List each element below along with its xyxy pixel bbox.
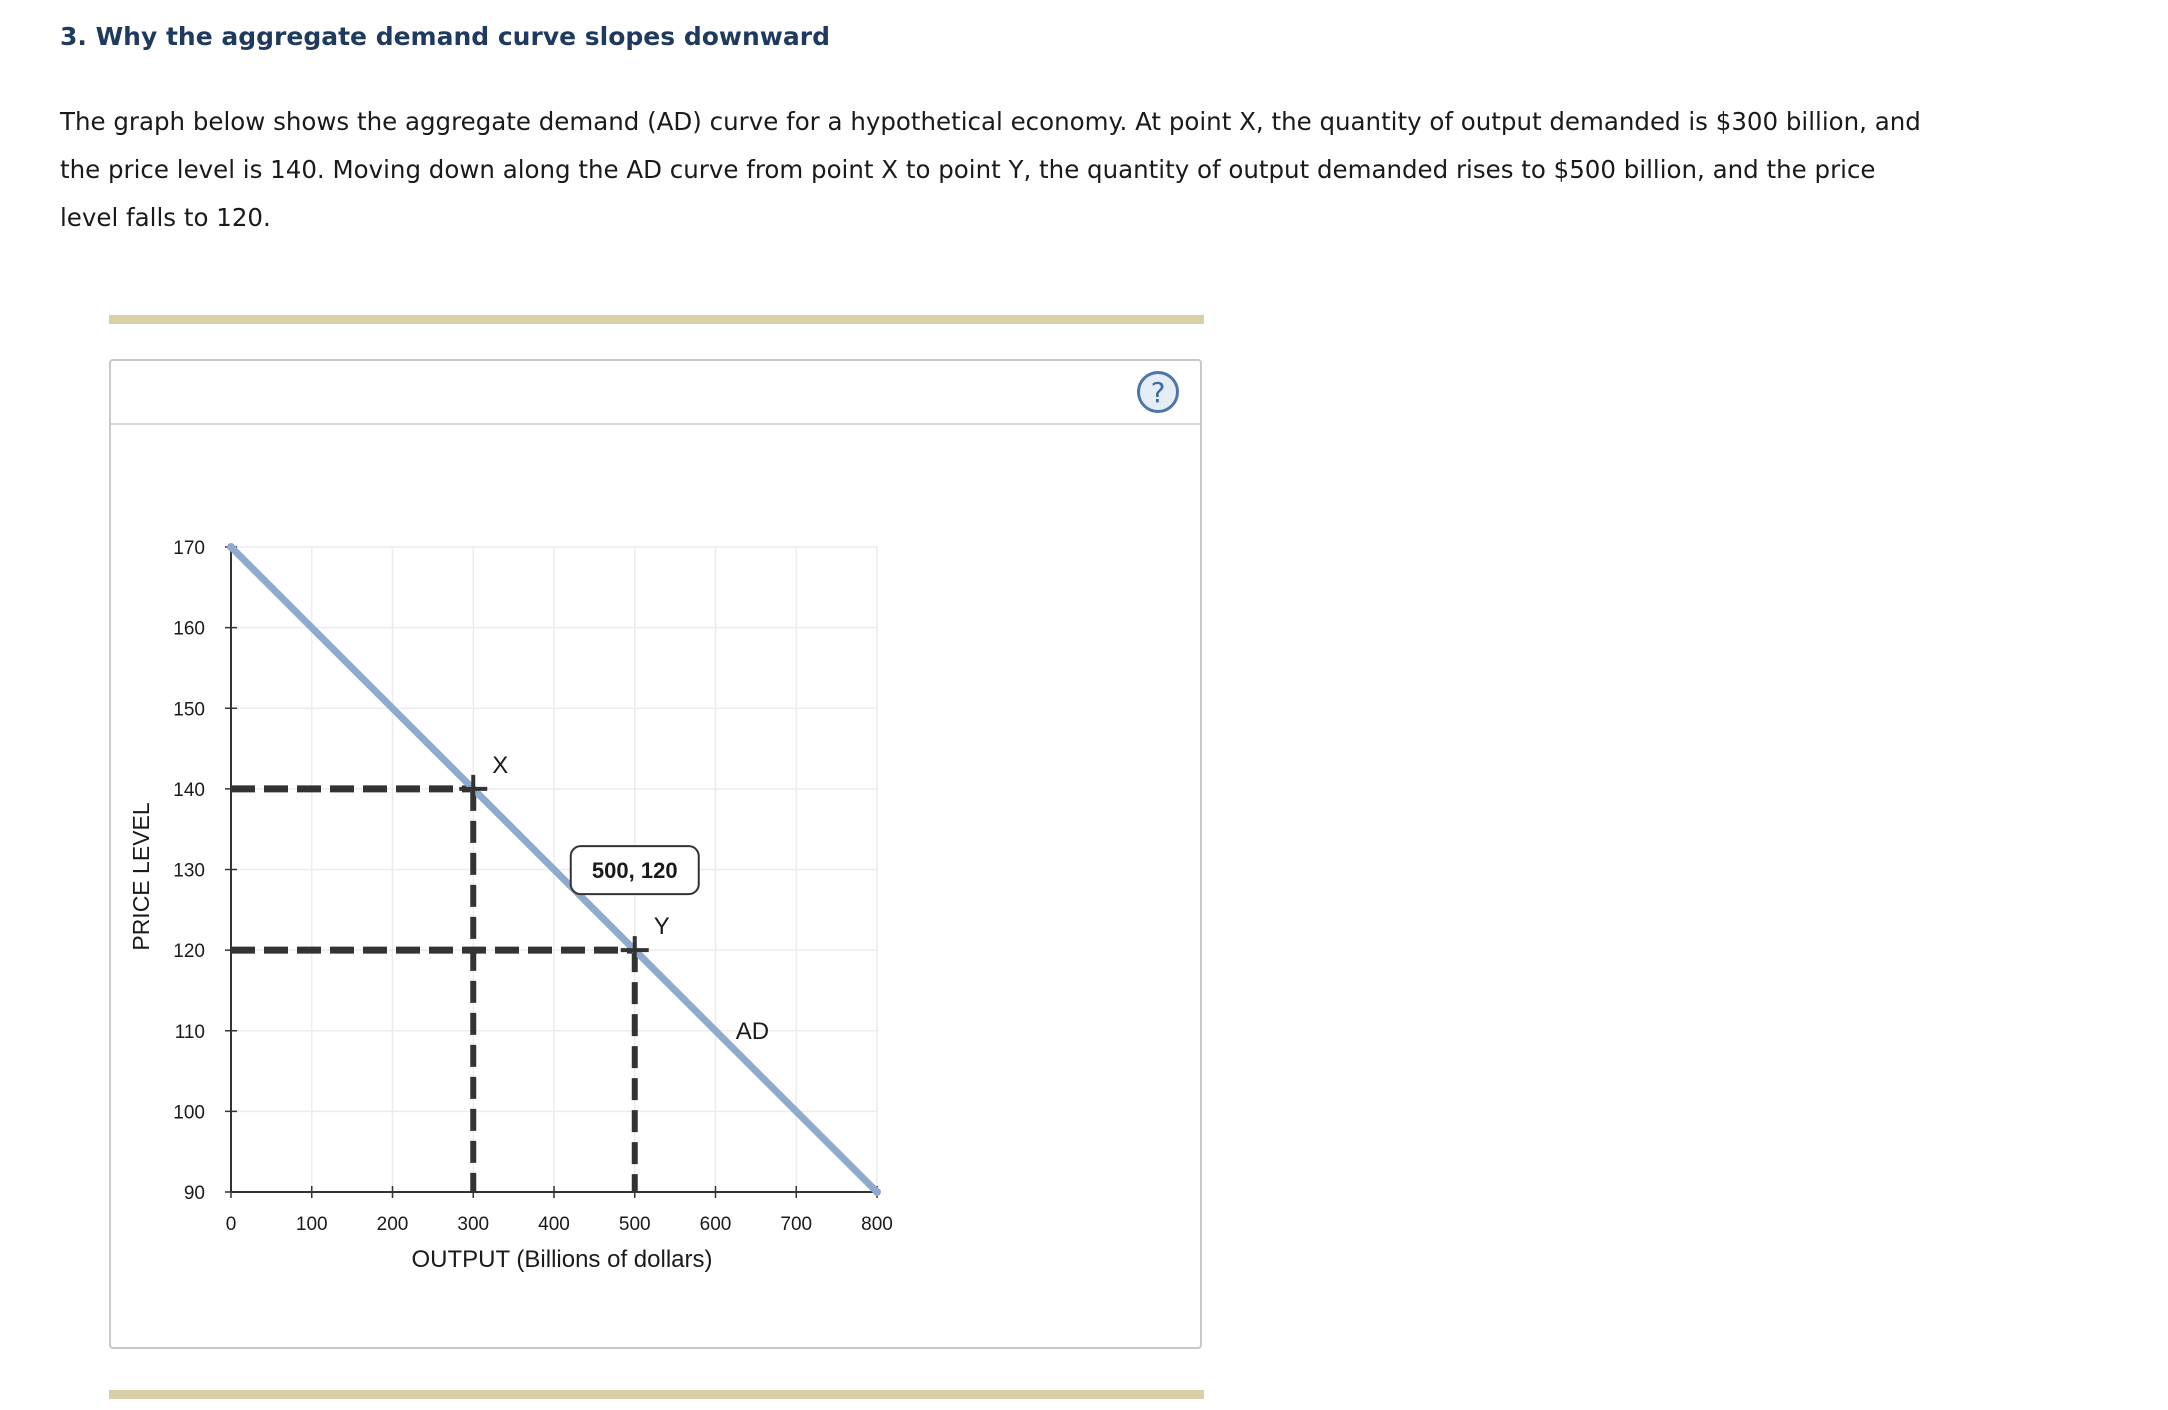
y-tick-label-90: 90 xyxy=(183,1183,205,1204)
top-divider xyxy=(109,315,1204,324)
series-label-AD: AD xyxy=(735,1017,770,1045)
x-tick-label-0: 0 xyxy=(225,1214,237,1235)
tooltip-text: 500, 120 xyxy=(591,858,678,884)
series-end-AD xyxy=(873,1188,881,1196)
point-label-Y: Y xyxy=(653,913,670,941)
y-tick-label-110: 110 xyxy=(174,1021,205,1043)
series-start-AD xyxy=(227,543,235,551)
y-tick-label-160: 160 xyxy=(173,618,205,640)
question-mark-icon: ? xyxy=(1150,375,1166,409)
x-tick-label-200: 200 xyxy=(376,1214,409,1235)
y-tick-label-170: 170 xyxy=(173,538,205,559)
x-axis-title: OUTPUT (Billions of dollars) xyxy=(411,1246,713,1273)
labels xyxy=(128,538,893,1273)
x-tick-label-600: 600 xyxy=(699,1214,732,1235)
y-tick-label-130: 130 xyxy=(173,860,205,882)
bottom-divider xyxy=(109,1390,1204,1399)
y-tick-label-100: 100 xyxy=(173,1102,205,1124)
y-axis-title: PRICE LEVEL xyxy=(128,802,154,951)
y-tick-label-120: 120 xyxy=(173,941,205,963)
aggregate-demand-chart xyxy=(109,420,1199,1300)
y-tick-label-140: 140 xyxy=(173,779,205,801)
axes xyxy=(225,547,877,1198)
x-tick-label-400: 400 xyxy=(538,1214,570,1235)
x-tick-label-100: 100 xyxy=(295,1214,328,1235)
question-title: 3. Why the aggregate demand curve slopes downward xyxy=(60,22,830,51)
point-label-X: X xyxy=(492,751,509,779)
x-tick-label-500: 500 xyxy=(618,1214,651,1235)
x-tick-label-300: 300 xyxy=(457,1214,490,1235)
x-tick-label-800: 800 xyxy=(861,1214,893,1235)
y-tick-label-150: 150 xyxy=(173,699,205,721)
x-tick-label-700: 700 xyxy=(780,1214,813,1235)
question-text: The graph below shows the aggregate demand (AD) curve for a hypothetical economy. At point X, the quantity of output demanded is $300 billion, and the price level is 140. Moving down along the AD curve from point X to point Y, the quantity of output demanded rises to $500 billion, and the price level falls to 120. xyxy=(60,107,1921,232)
help-button[interactable] xyxy=(1137,371,1179,413)
